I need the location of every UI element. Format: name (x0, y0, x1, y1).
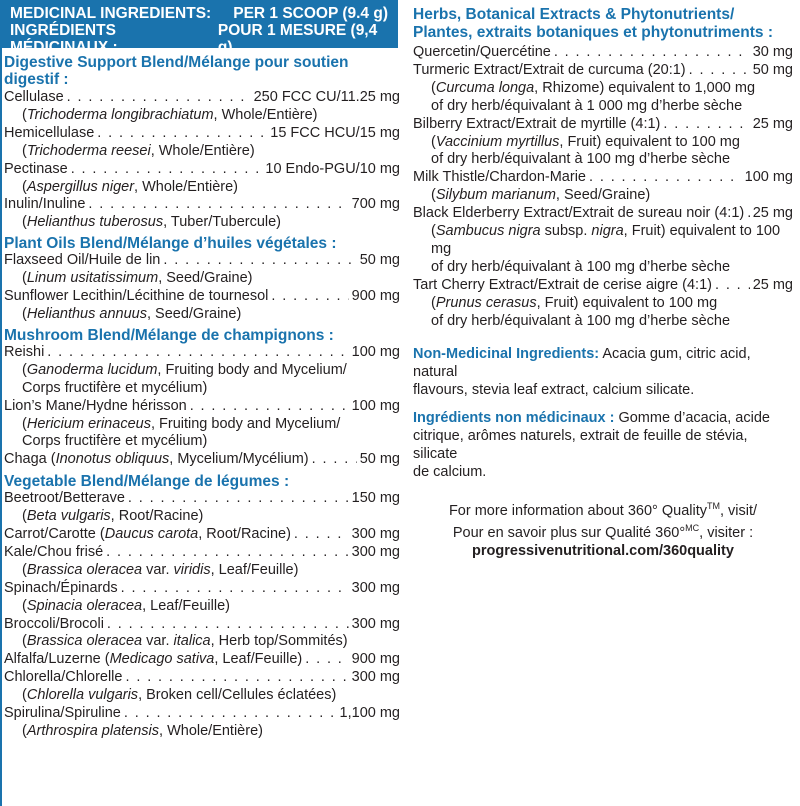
latin-name: Aspergillus niger (26, 178, 135, 195)
ingredient-amount: 1,100 mg (339, 705, 400, 722)
dry-herb-equivalent: of dry herb/équivalant à 100 mg d’herbe sèche (431, 258, 731, 275)
non-medicinal-en: Non-Medicinal Ingredients: Acacia gum, citric acid, natural flavours, stevia leaf extract, calcium silicate. (413, 345, 751, 398)
digestive-item: Pectinase . . . 10 Endo-PGU/10 mg (Aspergillus niger, Whole/Entière) (4, 161, 400, 197)
latin-variety: viridis (173, 561, 211, 578)
ingredient-part: , Seed/Graine) (146, 305, 242, 322)
ingredient-part: , Rhizome) equivalent to 1,000 mg (534, 79, 756, 96)
latin-name: Linum usitatissimum (26, 270, 159, 287)
vegetable-item: Spirulina/Spiruline . . . 1,100 mg (Arthrospira platensis, Whole/Entière) (4, 705, 400, 741)
ingredient-part: , Fruit) equivalent to 100 mg (431, 223, 781, 257)
ingredient-name: Pectinase (4, 160, 68, 177)
latin-name: Spinacia oleracea (26, 597, 143, 614)
ingredient-amount: 300 mg (351, 543, 400, 560)
vegetable-item (4, 651, 400, 669)
ingredient-name: Spirulina/Spiruline (4, 705, 121, 722)
ingredient-part: , Tuber/Tubercule) (163, 214, 282, 231)
ingredient-name: Spinach/Épinards (4, 579, 118, 596)
non-medicinal-en-label: Non-Medicinal Ingredients: (413, 345, 600, 362)
dry-herb-equivalent: of dry herb/équivalant à 100 mg d’herbe sèche (431, 151, 731, 168)
ingredient-amount: 300 mg (351, 526, 400, 543)
ingredient-name: Cellulase (4, 89, 64, 105)
ingredient-name: Chlorella/Chlorelle (4, 669, 123, 686)
ingredient-name: Turmeric Extract/Extrait de curcuma (20:1) (413, 61, 686, 78)
ingredient-amount: 100 mg (744, 169, 793, 186)
ingredient-part: , Whole/Entière) (159, 723, 263, 739)
ingredient-amount: 30 mg (752, 44, 793, 60)
latin-name: Sambucus nigra (435, 223, 541, 240)
oils-item: Sunflower Lecithin/Lécithine de tournesol . . . 900 mg (Helianthus annuus, Seed/Graine) (4, 288, 400, 324)
ingredient-part: , Fruit) equivalent to 100 mg (559, 133, 740, 150)
ingredient-amount: 15 FCC HCU/15 mg (270, 124, 400, 141)
ingredient-part: , Herb top/Sommités) (210, 633, 348, 650)
ingredient-part: , Fruit) equivalent to 100 mg (536, 294, 718, 311)
ingredient-name: Reishi (4, 343, 45, 360)
plant-oils-blend-title: Plant Oils Blend/Mélange d’huiles végétales : (4, 235, 337, 253)
vegetable-item: Chlorella/Chlorelle . . . 300 mg (Chlorella vulgaris, Broken cell/Cellules éclatées) (4, 669, 400, 705)
ingredient-part: , Whole/Entière) (213, 106, 318, 123)
latin-name: Brassica oleracea (26, 561, 143, 578)
mushroom-item: Lion’s Mane/Hydne hérisson . . . 100 mg (Hericium erinaceus, Fruiting body and Mycelium/ Corps fructifère et mycélium) (4, 398, 400, 452)
herb-item: Bilberry Extract/Extrait de myrtille (4:1) . . . 25 mg (Vaccinium myrtillus, Fruit) equivalent to 100 mg of dry herb/équivalant à 100 mg d’herbe sèche (413, 116, 793, 170)
ingredient-amount: 50 mg (752, 61, 793, 78)
header-left-en: MEDICINAL INGREDIENTS: (10, 5, 212, 22)
ingredients-body (0, 48, 400, 806)
oils-item: Flaxseed Oil/Huile de lin . . . 50 mg (Linum usitatissimum, Seed/Graine) (4, 252, 400, 288)
vegetable-item: Broccoli/Brocoli . . . 300 mg (Brassica oleracea var. italica, Herb top/Sommités) (4, 616, 400, 652)
ingredient-amount: 300 mg (351, 615, 400, 632)
ingredient-amount: 50 mg (359, 252, 400, 269)
ingredient-part: , Broken cell/Cellules éclatées) (138, 687, 337, 704)
ingredient-name: Beetroot/Betterave (4, 490, 125, 507)
latin-name: Arthrospira platensis (26, 723, 160, 739)
latin-name: Helianthus tuberosus (26, 214, 164, 231)
latin-name: Chlorella vulgaris (26, 687, 139, 704)
ingredient-amount: 100 mg (351, 397, 400, 414)
ingredient-name: Flaxseed Oil/Huile de lin (4, 252, 161, 269)
digestive-blend-title: Digestive Support Blend/Mélange pour soutien digestif : (4, 54, 349, 88)
ingredient-amount: 700 mg (351, 196, 400, 213)
digestive-item: Inulin/Inuline . . . 700 mg (Helianthus tuberosus, Tuber/Tubercule) (4, 196, 400, 232)
herbs-title-fr: Plantes, extraits botaniques et phytonutriments : (413, 24, 774, 41)
ingredient-name: Alfalfa/Luzerne (Medicago sativa, Leaf/Feuille) (4, 651, 303, 668)
vegetable-item: Spinach/Épinards . . . 300 mg (Spinacia oleracea, Leaf/Feuille) (4, 580, 400, 616)
dry-herb-equivalent: of dry herb/équivalant à 1 000 mg d’herbe sèche (431, 97, 743, 114)
ingredient-part: , Root/Racine) (110, 508, 204, 525)
vegetable-item (4, 526, 400, 544)
digestive-item: Cellulase . . . 250 FCC CU/11.25 mg (Trichoderma longibrachiatum, Whole/Entière) (4, 89, 400, 125)
latin-name: Prunus cerasus (435, 294, 537, 311)
latin-name: Daucus carota (104, 526, 199, 543)
ingredient-part: , Fruiting body and Mycelium/ (157, 361, 347, 378)
latin-variety: italica (173, 633, 211, 650)
herb-item: Turmeric Extract/Extrait de curcuma (20:1) . . . 50 mg (Curcuma longa, Rhizome) equivalent to 1,000 mg of dry herb/équivalant à 1 000 mg d’herbe sèche (413, 62, 793, 116)
ingredient-name: Carrot/Carotte (Daucus carota, Root/Racine) (4, 526, 291, 543)
ingredient-name: Lion’s Mane/Hydne hérisson (4, 397, 187, 414)
latin-name: Helianthus annuus (26, 305, 147, 322)
ingredient-name: Bilberry Extract/Extrait de myrtille (4:1) (413, 115, 661, 132)
ingredient-name: Broccoli/Brocoli (4, 615, 104, 632)
latin-name: Curcuma longa (435, 79, 535, 96)
ingredient-name: Hemicellulase (4, 124, 95, 141)
latin-name: Silybum marianum (435, 187, 556, 204)
ingredient-part: , Whole/Entière) (134, 178, 239, 195)
ingredient-name: Milk Thistle/Chardon-Marie (413, 169, 586, 186)
ingredient-part: , Fruiting body and Mycelium/ (150, 415, 341, 432)
ingredient-amount: 900 mg (351, 288, 400, 305)
mushroom-item (4, 451, 400, 469)
header-right-fr: POUR 1 MESURE (9,4 g) (217, 22, 378, 56)
ingredient-amount: 900 mg (351, 651, 400, 668)
ingredient-name: Black Elderberry Extract/Extrait de sureau noir (4:1) (413, 205, 745, 222)
more-info: For more information about 360° Quality™, visit/ Pour en savoir plus sur Qualité 360°$^{MC}$, visiter : progressivenutritional.com/360quality (413, 497, 793, 561)
herbs-title-en: Herbs, Botanical Extracts & Phytonutrients/ (413, 6, 735, 23)
latin-variety: nigra (591, 223, 624, 240)
herb-item (413, 44, 793, 62)
latin-name: Ganoderma lucidum (26, 361, 158, 378)
ingredient-amount: 100 mg (351, 343, 400, 360)
header-right-en: PER 1 SCOOP (9.4 g) (233, 5, 388, 22)
ingredient-part: , Seed/Graine) (158, 270, 253, 287)
non-medicinal-fr: Ingrédients non médicinaux : Gomme d’acacia, acide citrique, arômes naturels, extrait de feuille de stévia, silicate de calcium. (413, 409, 770, 480)
ingredient-name: Chaga (Inonotus obliquus, Mycelium/Mycélium) (4, 451, 309, 468)
ingredient-name: Quercetin/Quercétine (413, 44, 551, 60)
non-medicinal-fr-label: Ingrédients non médicinaux : (413, 409, 615, 426)
latin-name: Beta vulgaris (26, 508, 111, 525)
herbs-column (413, 6, 793, 560)
herb-item: Tart Cherry Extract/Extrait de cerise aigre (4:1) . . . 25 mg (Prunus cerasus, Fruit) equivalent to 100 mg of dry herb/équivalant à 100 mg d’herbe sèche (413, 277, 793, 331)
ingredient-part: , Leaf/Feuille) (142, 597, 230, 614)
ingredient-part-fr: Corps fructifère et mycélium) (22, 433, 208, 450)
medicinal-ingredients-header (0, 0, 398, 56)
dry-herb-equivalent: of dry herb/équivalant à 100 mg d’herbe sèche (431, 312, 731, 329)
ingredient-amount: 300 mg (351, 579, 400, 596)
ingredient-amount: 150 mg (351, 490, 400, 507)
header-left-fr: INGRÉDIENTS MÉDICINAUX : (10, 22, 118, 56)
latin-name: Brassica oleracea (26, 633, 143, 650)
latin-name: Medicago sativa (109, 651, 215, 668)
ingredient-part-fr: Corps fructifère et mycélium) (22, 379, 208, 396)
herb-item: Milk Thistle/Chardon-Marie . . . 100 mg (Silybum marianum, Seed/Graine) (413, 169, 793, 205)
ingredient-amount: 25 mg (752, 115, 793, 132)
ingredient-amount: 25 mg (752, 276, 793, 293)
ingredient-amount: 10 Endo-PGU/10 mg (265, 160, 400, 177)
ingredient-name: Kale/Chou frisé (4, 543, 104, 560)
ingredient-part: , Leaf/Feuille) (210, 561, 299, 578)
ingredient-amount: 250 FCC CU/11.25 mg (253, 89, 400, 105)
ingredient-amount: 300 mg (351, 669, 400, 686)
digestive-item: Hemicellulase . . . 15 FCC HCU/15 mg (Trichoderma reesei, Whole/Entière) (4, 125, 400, 161)
ingredient-part: , Seed/Graine) (555, 187, 651, 204)
ingredient-amount: 50 mg (359, 451, 400, 468)
ingredient-amount: 25 mg (752, 205, 793, 222)
mushroom-blend-title: Mushroom Blend/Mélange de champignons : (4, 326, 334, 344)
latin-name: Vaccinium myrtillus (435, 133, 560, 150)
vegetable-blend-title: Vegetable Blend/Mélange de légumes : (4, 473, 290, 491)
vegetable-item: Kale/Chou frisé . . . 300 mg (Brassica oleracea var. viridis, Leaf/Feuille) (4, 544, 400, 580)
website-link[interactable]: progressivenutritional.com/360quality (472, 543, 734, 560)
ingredient-name: Tart Cherry Extract/Extrait de cerise aigre (4:1) (413, 276, 712, 293)
vegetable-item: Beetroot/Betterave . . . 150 mg (Beta vulgaris, Root/Racine) (4, 490, 400, 526)
latin-name: Inonotus obliquus (55, 451, 170, 468)
ingredient-name: Inulin/Inuline (4, 196, 86, 213)
latin-name: Trichoderma longibrachiatum (26, 106, 214, 123)
latin-name: Trichoderma reesei (26, 142, 151, 159)
latin-name: Hericium erinaceus (26, 415, 151, 432)
herb-item: Black Elderberry Extract/Extrait de sureau noir (4:1) . . . 25 mg (Sambucus nigra subsp. nigra, Fruit) equivalent to 100 mg of dry herb/équivalant à 100 mg d’herbe sèche (413, 205, 793, 277)
ingredient-part: , Whole/Entière) (150, 142, 255, 159)
mushroom-item: Reishi . . . 100 mg (Ganoderma lucidum, Fruiting body and Mycelium/ Corps fructifère et mycélium) (4, 344, 400, 398)
ingredient-name: Sunflower Lecithin/Lécithine de tournesol (4, 288, 269, 305)
